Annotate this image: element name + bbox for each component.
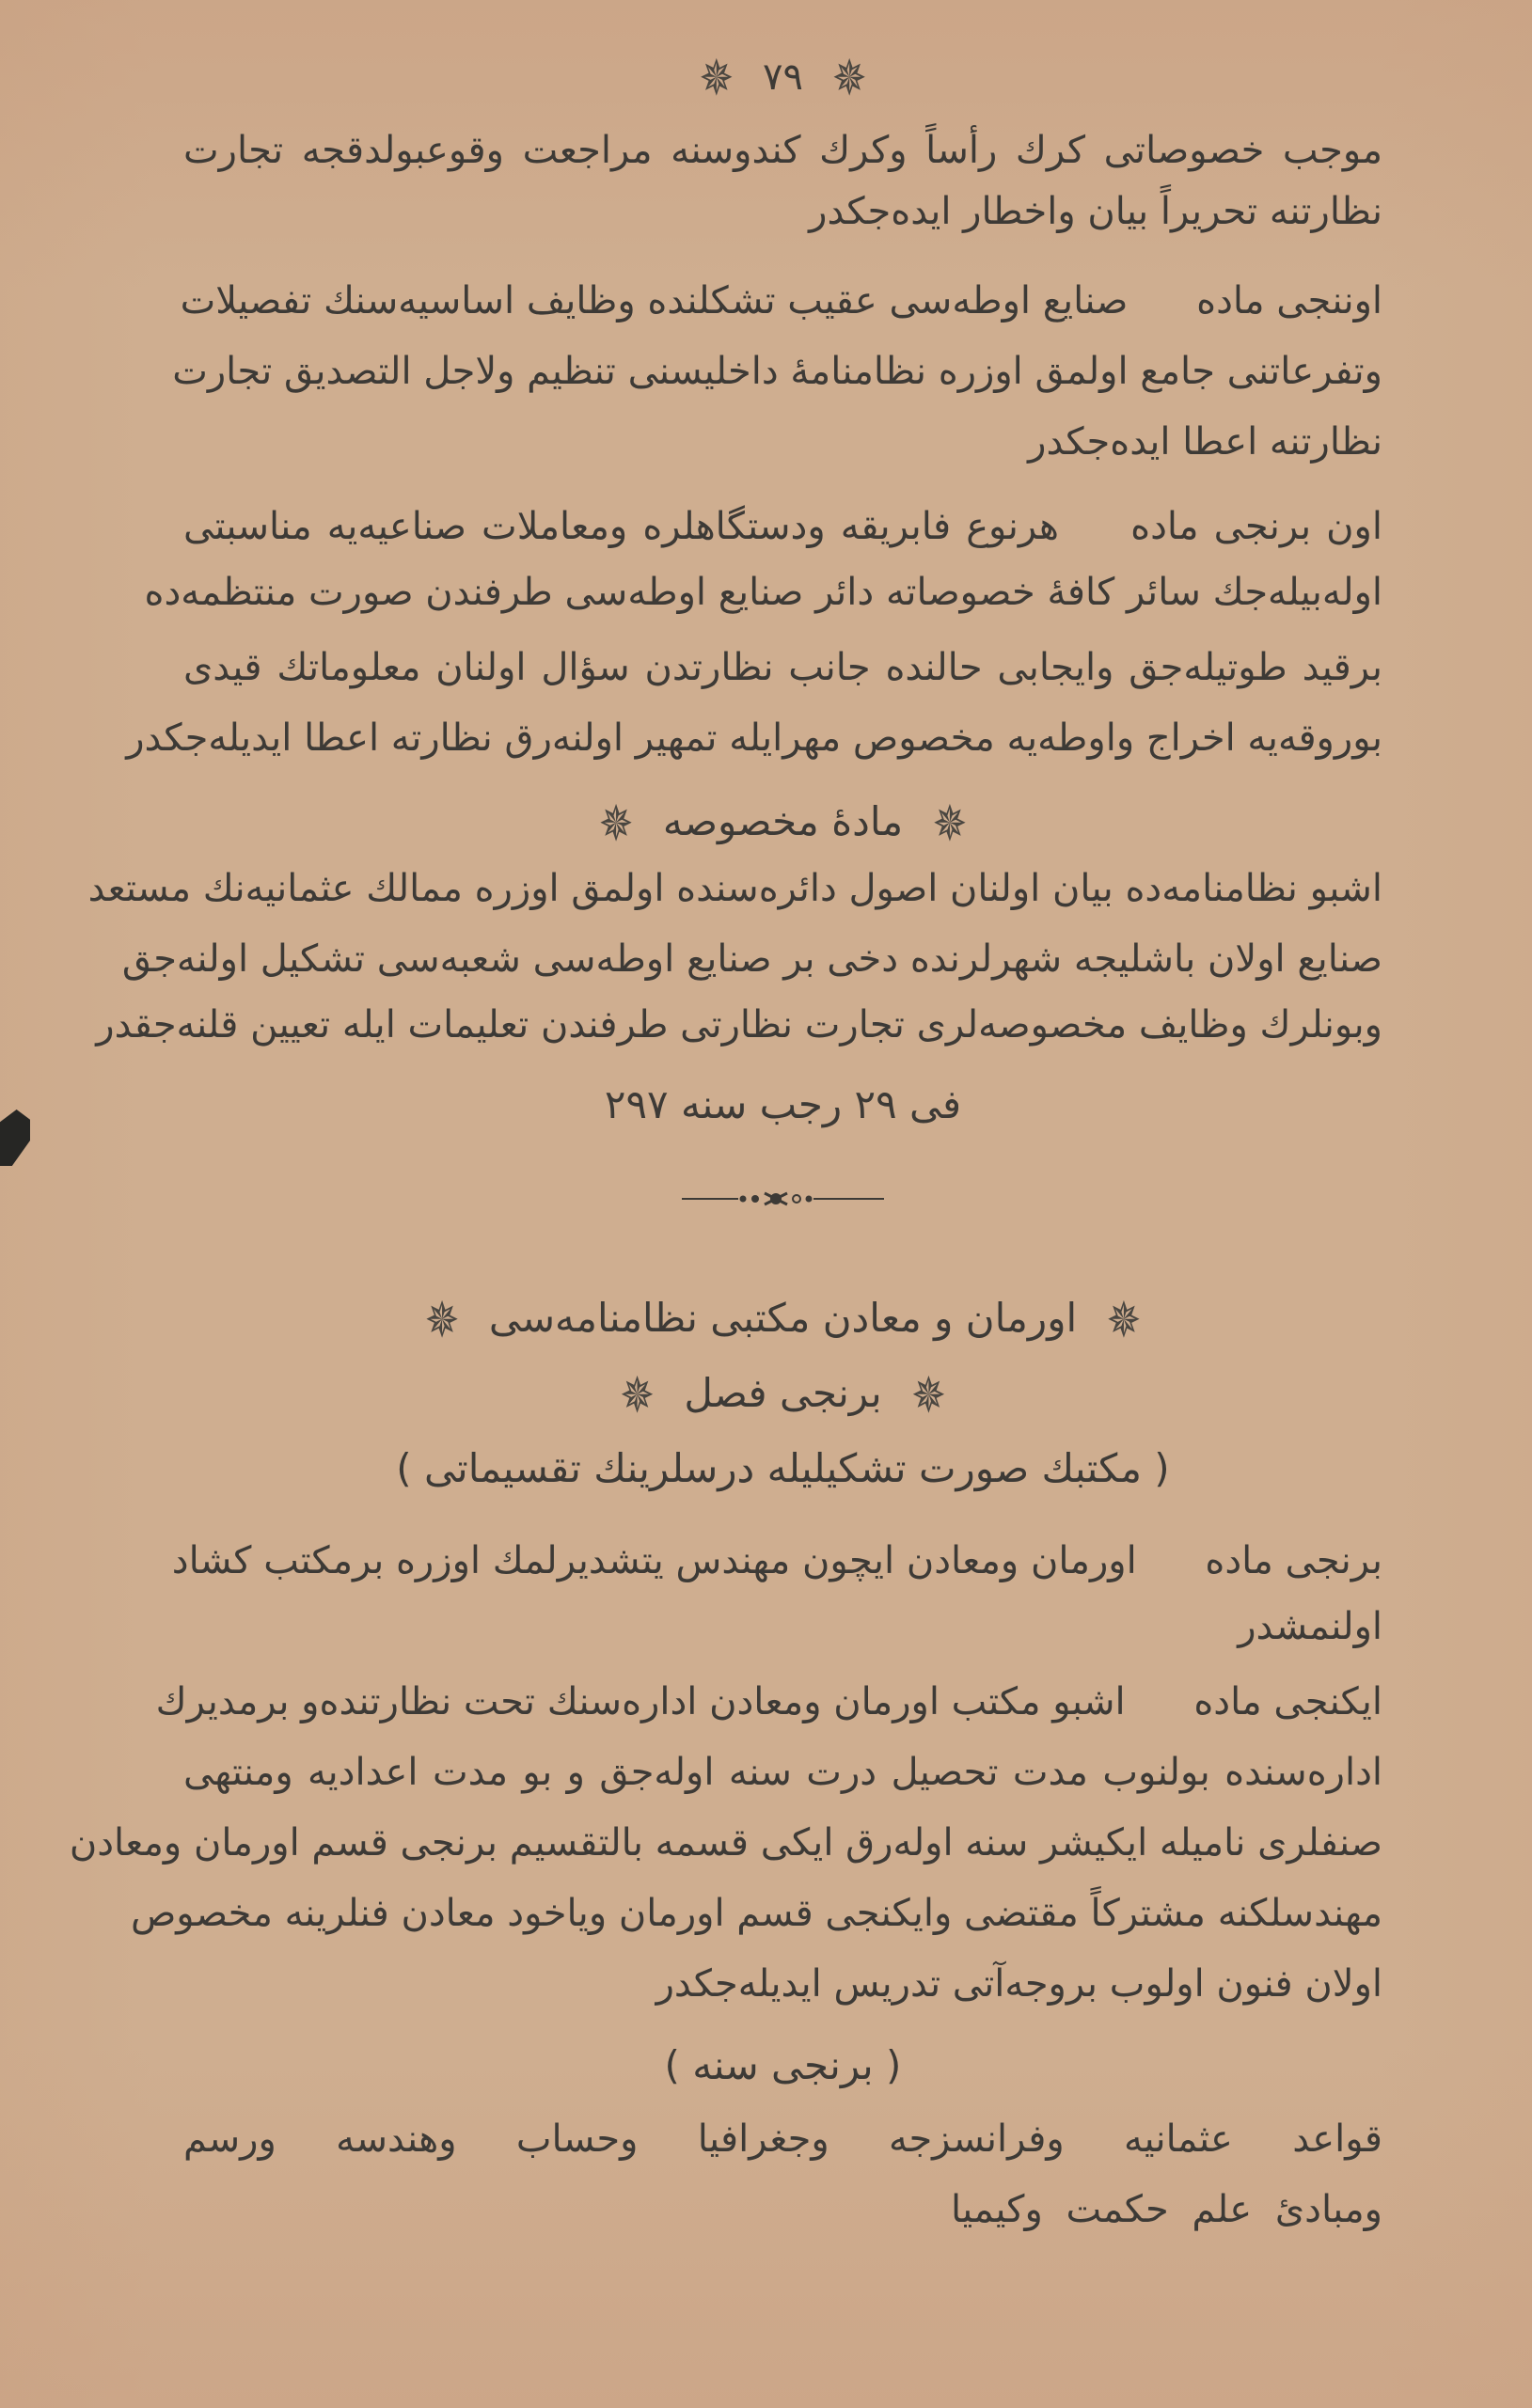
document-page [69,0,1382,2408]
section-title: مادهٔ مخصوصه [662,798,904,844]
article-line [180,273,1382,329]
article-line [171,1533,1382,1589]
article-label: اون برنجی ماده [1130,505,1382,548]
text-line: وتفرعاتنی جامع اولمق اوزره نظامنامهٔ داخلیسنی تنظیم ولاجل التصدیق تجارت [172,350,1382,393]
text-line: نظارتنه تحریراً بیان واخطار ایده‌جکدر [809,190,1382,233]
year-heading: ( برنجی سنه ) [664,2042,902,2088]
star-ornament-icon: ✵ [598,795,634,853]
text-line: اورمان ومعادن ایچون مهندس یتشدیرلمك اوزره برمکتب کشاد [171,1539,1137,1582]
star-ornament-icon: ✵ [424,1291,460,1349]
text-line: صنایع اولان باشلیجه شهرلرنده دخی بر صنایع اوطه‌سی شعبه‌سی تشکیل اولنه‌جق [121,937,1382,981]
text-line: وبونلرك وظایف مخصوصه‌لری تجارت نظارتی طرفندن تعلیمات ایله تعیین قلنه‌جقدر [96,1003,1382,1047]
text-line: اشبو نظامنامه‌ده بیان اولنان اصول دائره‌سنده اولمق اوزره ممالك عثمانیه‌نك مستعد [87,867,1382,910]
star-ornament-icon: ✵ [911,1366,946,1424]
article-label: اوننجی ماده [1196,279,1382,323]
article-label: ایکنجی ماده [1193,1680,1382,1723]
section-heading [183,792,1382,852]
text-line: هرنوع فابریقه ودستگاهلره ومعاملات صناعیه‌یه مناسبتی [183,505,1060,548]
chapter-subtitle: ( مکتبك صورت تشکیلیله درسلرینك تقسیماتی ) [396,1445,1170,1491]
date-line: فی ٢٩ رجب سنه ٢٩٧ [604,1081,962,1127]
text-line: اولنمشدر [1238,1605,1382,1648]
star-ornament-icon: ✵ [620,1366,655,1424]
text-line: صنایع اوطه‌سی عقیب تشکلنده وظایف اساسیه‌سنك تفصیلات [180,279,1129,323]
article-line [183,498,1382,555]
star-ornament-icon: ✵ [699,49,734,107]
course-list-line: ومبادئ علم حکمت وکیمیا [950,2188,1382,2231]
text-line: موجب خصوصاتی کرك رأساً وکرك کندوسنه مراجعت وقوعبولدقجه تجارت [183,129,1382,172]
text-line: اشبو مکتب اورمان ومعادن اداره‌سنك تحت نظارتنده‌و برمدیرك [155,1680,1126,1723]
regulation-title [183,1288,1382,1348]
text-line: اداره‌سنده بولنوب مدت تحصیل درت سنه اوله‌جق و بو مدت اعدادیه ومنتهی [183,1751,1382,1794]
course-list-line: قواعد عثمانیه وفرانسزجه وجغرافیا وحساب وهندسه ورسم [183,2117,1382,2161]
text-line: مهندسلکنه مشترکاً مقتضی وایکنجی قسم اورمان ویاخود معادن فنلرینه مخصوص [130,1892,1382,1935]
article-line [155,1674,1382,1730]
divider-ornament-icon [682,1189,884,1208]
text-line: صنفلری نامیله ایکیشر سنه اوله‌رق ایکی قسمه بالتقسیم برنجی قسم اورمان ومعادن [69,1821,1382,1865]
page-edge-mark [0,1110,30,1166]
text-line: نظارتنه اعطا ایده‌جکدر [1028,420,1382,464]
chapter-heading [183,1363,1382,1424]
star-ornament-icon: ✵ [1106,1291,1142,1349]
text-line: بوروقه‌یه اخراج واوطه‌یه مخصوص مهرایله تمهیر اولنه‌رق نظارته اعطا ایدیله‌جکدر [126,716,1382,760]
article-label: برنجی ماده [1205,1539,1382,1582]
text-line: برقید طوتیله‌جق وایجابی حالنده جانب نظارتدن سؤال اولنان معلوماتك قیدی [183,646,1382,689]
page-number: ٧٩ [763,55,803,99]
page-header [183,49,1382,107]
text-line: اوله‌بیله‌جك سائر کافهٔ خصوصاته دائر صنایع اوطه‌سی طرفندن صورت منتظمه‌ده [144,571,1382,614]
text-line: اولان فنون اولوب بروجه‌آتی تدریس ایدیله‌جکدر [655,1962,1382,2006]
star-ornament-icon: ✵ [831,49,867,107]
regulation-title-text: اورمان و معادن مکتبی نظامنامه‌سی [488,1295,1078,1341]
chapter-title: برنجی فصل [684,1370,882,1416]
star-ornament-icon: ✵ [932,795,968,853]
